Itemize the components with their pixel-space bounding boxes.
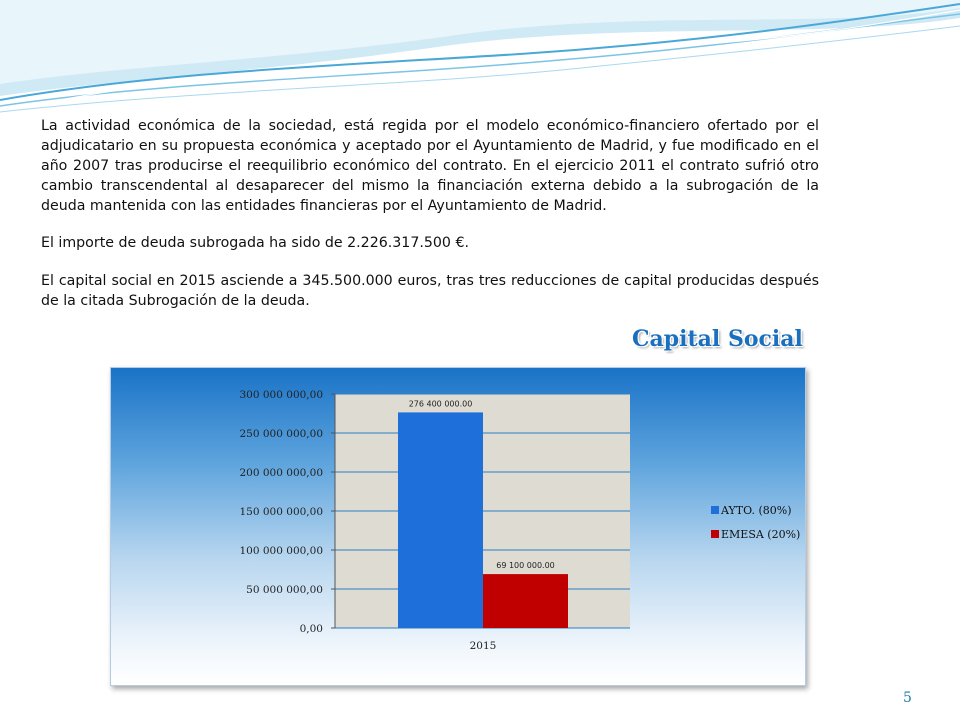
y-tick-label: 200 000 000,00 xyxy=(239,467,323,479)
bar-emesa xyxy=(483,574,568,628)
y-tick-label: 0,00 xyxy=(299,623,323,635)
legend-label: AYTO. (80%) xyxy=(721,504,792,517)
legend-swatch xyxy=(711,506,719,514)
data-label: 69 100 000.00 xyxy=(496,561,555,571)
page-number: 5 xyxy=(903,690,912,706)
legend-swatch xyxy=(711,530,719,538)
legend-label: EMESA (20%) xyxy=(721,528,801,541)
y-tick-label: 300 000 000,00 xyxy=(239,389,323,401)
paragraph-deuda-subrogada: El importe de deuda subrogada ha sido de 2.226.317.500 €. xyxy=(41,235,469,251)
paragraph-capital-social: El capital social en 2015 asciende a 345.500.000 euros, tras tres reducciones de capital producidas después de la citada Subrogación de la deuda. xyxy=(41,273,819,309)
y-tick-label: 50 000 000,00 xyxy=(246,584,323,596)
header-wave-decoration xyxy=(0,0,960,120)
chart-panel xyxy=(110,367,806,686)
section-title: Capital Social xyxy=(632,326,803,352)
data-label: 276 400 000.00 xyxy=(408,399,473,409)
paragraph-actividad-economica: La actividad económica de la sociedad, está regida por el modelo económico-financiero ofertado por el adjudicatario en su propuesta económica y aceptado por el Ayuntamiento de Madrid, y fue modificado en el año 2007 tras producirse el reequilibrio económico del contrato. En el ejercicio 2011 el contrato sufrió otro cambio transcendental al desaparecer del mismo la financiación externa debido a la subrogación de la deuda mantenida con las entidades financieras por el Ayuntamiento de Madrid. xyxy=(41,118,819,214)
y-tick-label: 250 000 000,00 xyxy=(239,428,323,440)
bar-ayto xyxy=(398,412,483,628)
y-tick-label: 100 000 000,00 xyxy=(239,545,323,557)
capital-social-chart xyxy=(111,368,805,685)
y-tick-label: 150 000 000,00 xyxy=(239,506,323,518)
x-tick-label: 2015 xyxy=(469,640,497,652)
